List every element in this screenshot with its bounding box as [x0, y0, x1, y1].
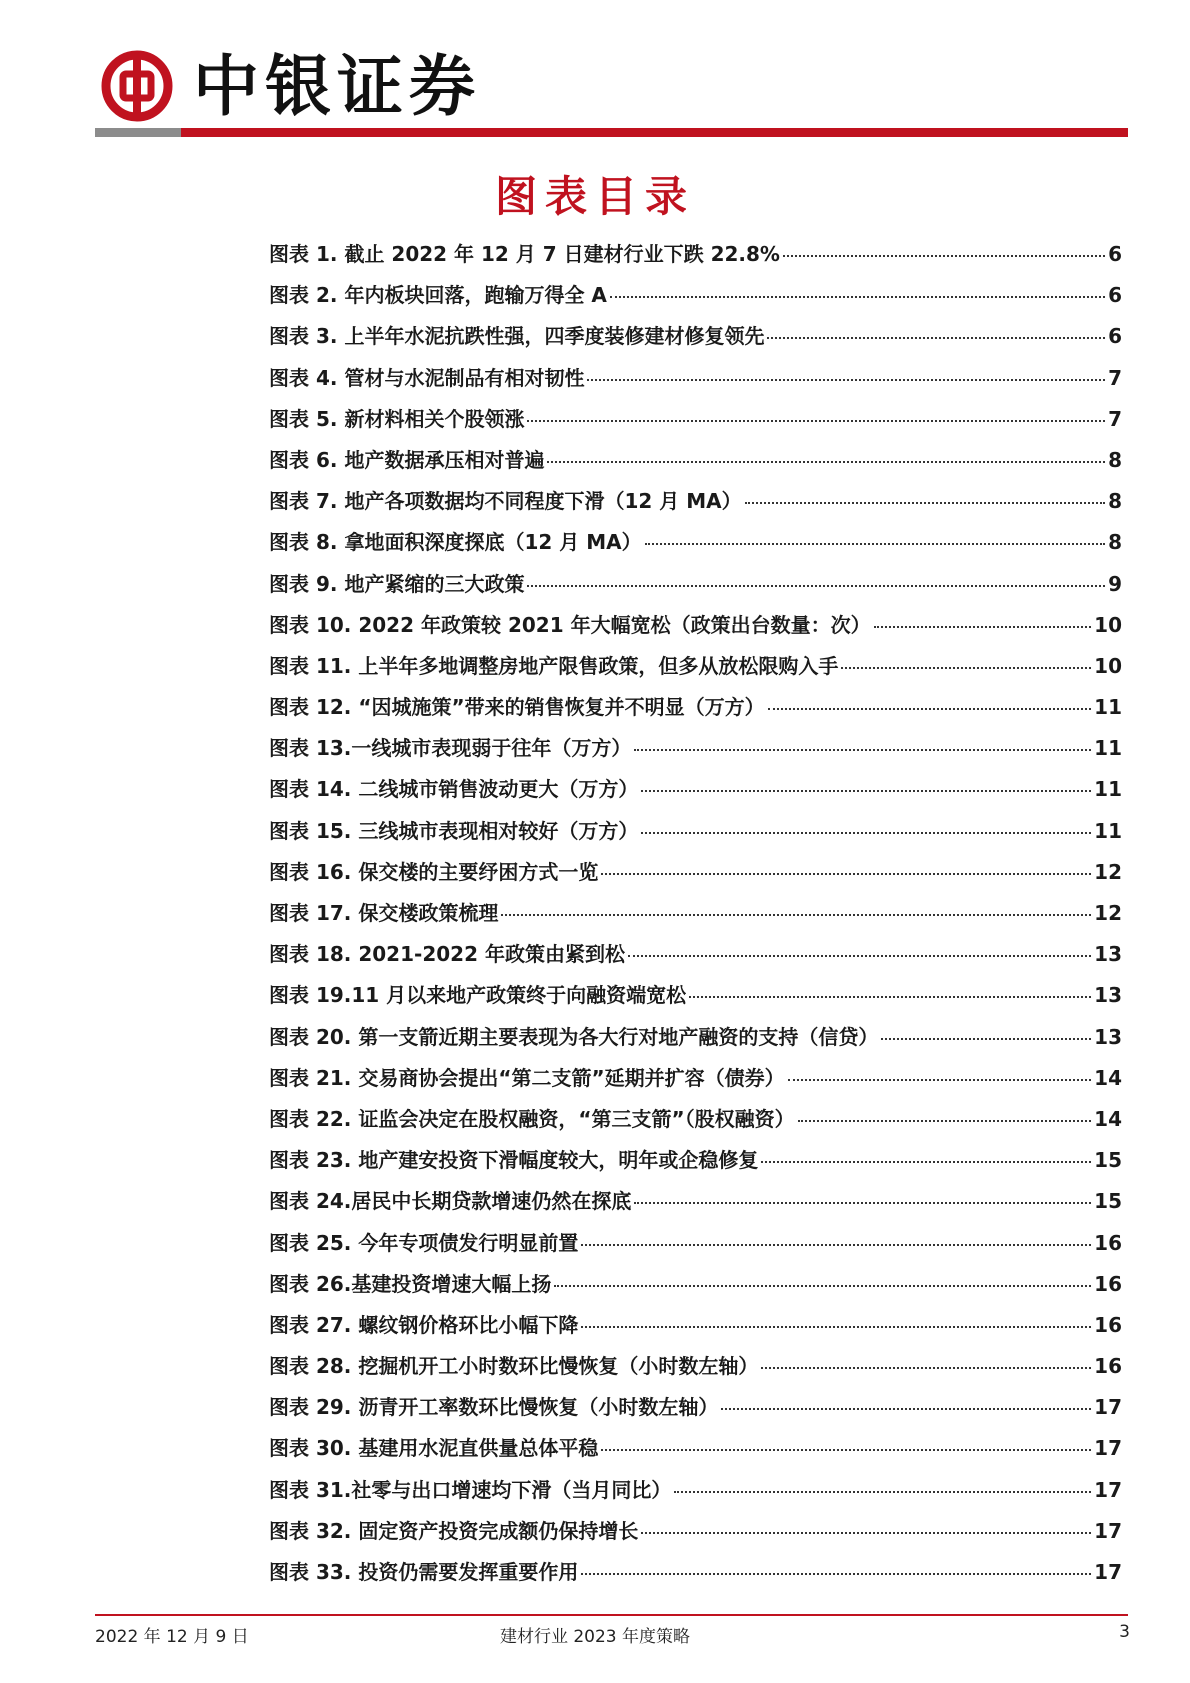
toc-leader-dots — [581, 1326, 1091, 1328]
toc-entry-page: 11 — [1094, 736, 1122, 761]
toc-leader-dots — [527, 420, 1105, 422]
toc-entry-label: 图表 11. 上半年多地调整房地产限售政策，但多从放松限购入手 — [269, 653, 839, 678]
toc-entry-page: 8 — [1108, 489, 1122, 514]
toc-entry-label: 图表 29. 沥青开工率数环比慢恢复（小时数左轴） — [269, 1395, 719, 1420]
toc-leader-dots — [881, 1038, 1091, 1040]
toc-entry[interactable] — [269, 773, 1122, 814]
toc-entry[interactable] — [269, 1227, 1122, 1268]
toc-entry-page: 16 — [1094, 1230, 1122, 1255]
toc-entry-page: 12 — [1094, 859, 1122, 884]
toc-entry-page: 8 — [1108, 530, 1122, 555]
toc-leader-dots — [628, 955, 1091, 957]
toc-entry-page: 17 — [1094, 1518, 1122, 1543]
toc-entry[interactable] — [269, 320, 1122, 361]
toc-entry-label: 图表 20. 第一支箭近期主要表现为各大行对地产融资的支持（信贷） — [269, 1024, 879, 1049]
toc-entry-page: 6 — [1108, 324, 1122, 349]
toc-entry-page: 17 — [1094, 1436, 1122, 1461]
toc-entry-label: 图表 2. 年内板块回落，跑输万得全 A — [269, 283, 607, 308]
toc-entry[interactable] — [269, 732, 1122, 773]
toc-entry[interactable] — [269, 1556, 1122, 1597]
toc-leader-dots — [788, 1079, 1092, 1081]
toc-entry-label: 图表 15. 三线城市表现相对较好（万方） — [269, 818, 639, 843]
toc-entry-label: 图表 27. 螺纹钢价格环比小幅下降 — [269, 1312, 579, 1337]
toc-entry-label: 图表 22. 证监会决定在股权融资，“第三支箭”（股权融资） — [269, 1106, 795, 1131]
page-header — [95, 42, 1125, 130]
toc-entry-page: 15 — [1094, 1189, 1122, 1214]
toc-entry-page: 17 — [1094, 1560, 1122, 1584]
toc-leader-dots — [721, 1408, 1091, 1410]
toc-entry[interactable] — [269, 568, 1122, 609]
toc-entry-page: 7 — [1108, 406, 1122, 431]
footer-rule — [95, 1614, 1128, 1616]
toc-entry[interactable] — [269, 609, 1122, 650]
toc-entry-label: 图表 19.11 月以来地产政策终于向融资端宽松 — [269, 983, 687, 1008]
header-rule — [95, 128, 1128, 137]
toc-entry[interactable] — [269, 897, 1122, 938]
toc-entry-page: 12 — [1094, 901, 1122, 925]
toc-entry-label: 图表 32. 固定资产投资完成额仍保持增长 — [269, 1518, 639, 1543]
toc-leader-dots — [581, 1573, 1091, 1575]
toc-leader-dots — [601, 1449, 1091, 1451]
toc-entry-label: 图表 7. 地产各项数据均不同程度下滑（12 月 MA） — [269, 489, 742, 514]
toc-leader-dots — [767, 337, 1105, 339]
toc-entry-page: 17 — [1094, 1395, 1122, 1420]
toc-entry-label: 图表 10. 2022 年政策较 2021 年大幅宽松（政策出台数量：次） — [269, 612, 871, 637]
toc-entry-label: 图表 1. 截止 2022 年 12 月 7 日建材行业下跌 22.8% — [269, 242, 780, 266]
toc-entry-page: 10 — [1094, 612, 1122, 637]
toc-leader-dots — [689, 996, 1091, 998]
toc-entry-label: 图表 30. 基建用水泥直供量总体平稳 — [269, 1436, 599, 1461]
toc-leader-dots — [783, 255, 1105, 257]
toc-entry-label: 图表 26.基建投资增速大幅上扬 — [269, 1271, 552, 1296]
toc-entry-page: 15 — [1094, 1148, 1122, 1173]
toc-leader-dots — [641, 790, 1091, 792]
brand-name: 中银证券 — [193, 47, 481, 125]
toc-entry-label: 图表 16. 保交楼的主要纾困方式一览 — [269, 859, 599, 884]
toc-entry[interactable] — [269, 444, 1122, 485]
toc-leader-dots — [874, 626, 1092, 628]
toc-entry-page: 6 — [1108, 242, 1122, 266]
toc-entry-page: 16 — [1094, 1354, 1122, 1379]
footer-report-title: 建材行业 2023 年度策略 — [499, 1627, 691, 1647]
toc-entry[interactable] — [269, 1309, 1122, 1350]
toc-leader-dots — [587, 379, 1105, 381]
toc-entry-page: 17 — [1094, 1477, 1122, 1502]
toc-entry[interactable] — [269, 650, 1122, 691]
toc-title: 图表目录 — [494, 172, 695, 221]
toc-entry-label: 图表 33. 投资仍需要发挥重要作用 — [269, 1560, 579, 1584]
toc-entry[interactable] — [269, 485, 1122, 526]
toc-entry[interactable] — [269, 691, 1122, 732]
toc-entry[interactable] — [269, 1021, 1122, 1062]
toc-entry-page: 13 — [1094, 1024, 1122, 1049]
toc-list — [269, 238, 1122, 1597]
toc-entry[interactable] — [269, 1350, 1122, 1391]
toc-leader-dots — [581, 1244, 1091, 1246]
bank-of-china-logo-icon — [101, 50, 173, 122]
toc-leader-dots — [761, 1161, 1091, 1163]
toc-entry-page: 7 — [1108, 365, 1122, 390]
toc-entry-page: 11 — [1094, 695, 1122, 720]
toc-entry-page: 8 — [1108, 447, 1122, 472]
header-rule-red — [181, 128, 1128, 137]
toc-entry-label: 图表 3. 上半年水泥抗跌性强，四季度装修建材修复领先 — [269, 324, 765, 349]
toc-entry-label: 图表 25. 今年专项债发行明显前置 — [269, 1230, 579, 1255]
toc-leader-dots — [554, 1285, 1091, 1287]
toc-entry-page: 11 — [1094, 777, 1122, 802]
toc-entry[interactable] — [269, 856, 1122, 897]
toc-leader-dots — [547, 461, 1105, 463]
toc-entry-page: 16 — [1094, 1312, 1122, 1337]
toc-leader-dots — [634, 1202, 1091, 1204]
toc-entry[interactable] — [269, 279, 1122, 320]
footer-page-number: 3 — [1119, 1622, 1130, 1642]
toc-entry[interactable] — [269, 362, 1122, 403]
toc-leader-dots — [527, 585, 1105, 587]
toc-entry[interactable] — [269, 938, 1122, 979]
toc-entry-label: 图表 28. 挖掘机开工小时数环比慢恢复（小时数左轴） — [269, 1354, 759, 1379]
toc-entry-label: 图表 14. 二线城市销售波动更大（万方） — [269, 777, 639, 802]
toc-entry[interactable] — [269, 979, 1122, 1020]
toc-entry-page: 13 — [1094, 983, 1122, 1008]
toc-leader-dots — [798, 1120, 1092, 1122]
toc-entry[interactable] — [269, 1432, 1122, 1473]
toc-entry-label: 图表 8. 拿地面积深度探底（12 月 MA） — [269, 530, 642, 555]
toc-entry[interactable] — [269, 815, 1122, 856]
toc-entry-label: 图表 9. 地产紧缩的三大政策 — [269, 571, 525, 596]
toc-entry-label: 图表 4. 管材与水泥制品有相对韧性 — [269, 365, 585, 390]
toc-entry[interactable] — [269, 238, 1122, 279]
toc-entry-page: 13 — [1094, 942, 1122, 967]
toc-entry-label: 图表 6. 地产数据承压相对普遍 — [269, 447, 545, 472]
toc-entry-page: 10 — [1094, 653, 1122, 678]
toc-entry[interactable] — [269, 403, 1122, 444]
toc-leader-dots — [641, 832, 1091, 834]
header-rule-gray — [95, 128, 181, 137]
toc-entry-label: 图表 12. “因城施策”带来的销售恢复并不明显（万方） — [269, 695, 765, 720]
toc-leader-dots — [841, 667, 1091, 669]
toc-entry-page: 16 — [1094, 1271, 1122, 1296]
toc-entry[interactable] — [269, 1185, 1122, 1226]
toc-leader-dots — [634, 749, 1091, 751]
toc-entry-page: 14 — [1094, 1065, 1122, 1090]
toc-entry-label: 图表 21. 交易商协会提出“第二支箭”延期并扩容（债券） — [269, 1065, 785, 1090]
toc-leader-dots — [768, 708, 1092, 710]
toc-entry-page: 11 — [1094, 818, 1122, 843]
toc-entry-label: 图表 5. 新材料相关个股领涨 — [269, 406, 525, 431]
footer-date: 2022 年 12 月 9 日 — [95, 1627, 249, 1647]
toc-entry-label: 图表 24.居民中长期贷款增速仍然在探底 — [269, 1189, 632, 1214]
toc-entry-label: 图表 31.社零与出口增速均下滑（当月同比） — [269, 1477, 672, 1502]
toc-entry[interactable] — [269, 526, 1122, 567]
toc-leader-dots — [610, 296, 1105, 298]
toc-entry-page: 14 — [1094, 1106, 1122, 1131]
toc-leader-dots — [745, 502, 1106, 504]
toc-leader-dots — [641, 1532, 1091, 1534]
toc-entry-label: 图表 17. 保交楼政策梳理 — [269, 901, 499, 925]
toc-entry[interactable] — [269, 1103, 1122, 1144]
toc-entry-label: 图表 23. 地产建安投资下滑幅度较大，明年或企稳修复 — [269, 1148, 759, 1173]
toc-leader-dots — [645, 543, 1106, 545]
toc-leader-dots — [601, 873, 1091, 875]
toc-entry-page: 9 — [1108, 571, 1122, 596]
toc-entry[interactable] — [269, 1515, 1122, 1556]
toc-leader-dots — [674, 1491, 1091, 1493]
toc-leader-dots — [501, 914, 1091, 916]
toc-entry-page: 6 — [1108, 283, 1122, 308]
toc-entry-label: 图表 18. 2021-2022 年政策由紧到松 — [269, 942, 625, 967]
toc-entry[interactable] — [269, 1474, 1122, 1515]
toc-entry[interactable] — [269, 1144, 1122, 1185]
toc-entry[interactable] — [269, 1391, 1122, 1432]
toc-entry[interactable] — [269, 1268, 1122, 1309]
toc-entry-label: 图表 13.一线城市表现弱于往年（万方） — [269, 736, 632, 761]
toc-leader-dots — [761, 1367, 1091, 1369]
toc-entry[interactable] — [269, 1062, 1122, 1103]
